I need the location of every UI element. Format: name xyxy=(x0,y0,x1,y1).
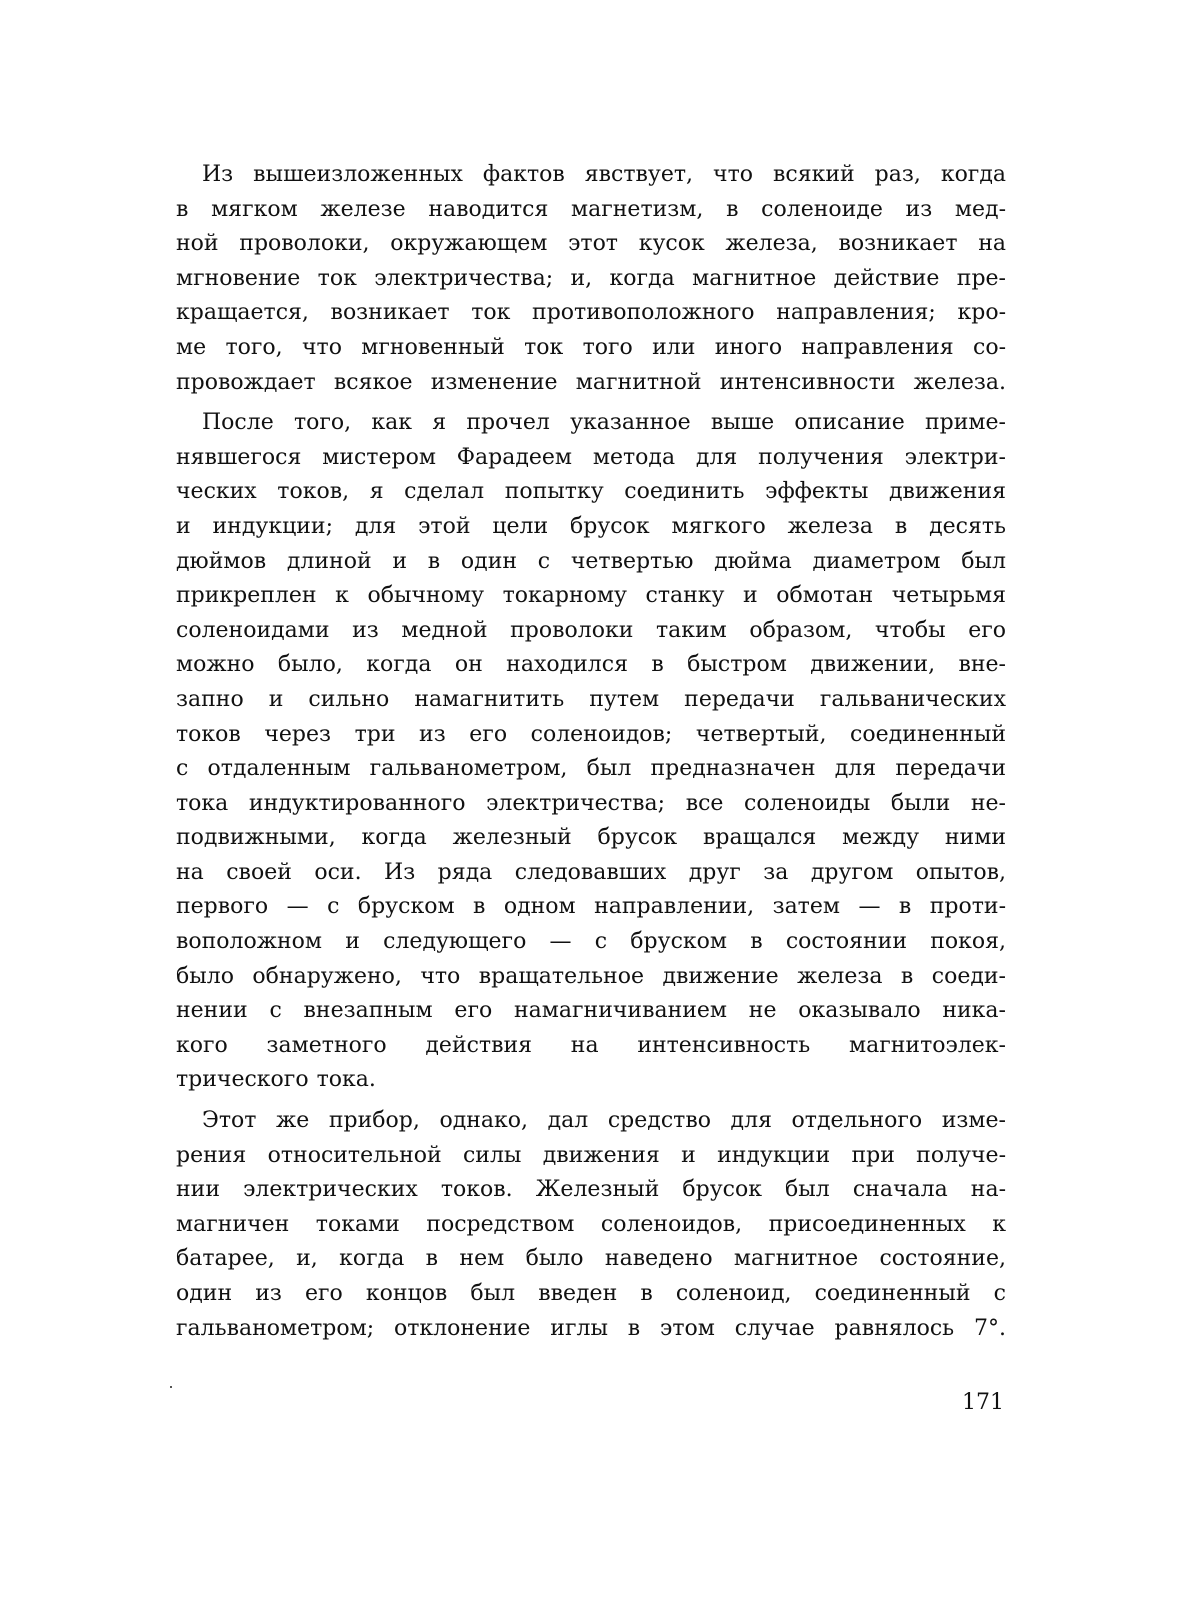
text-line: гальванометром; отклонение иглы в этом случае равнялось 7°. xyxy=(176,1315,1006,1341)
text-line: с отдаленным гальванометром, был предназначен для передачи xyxy=(176,756,1006,782)
text-line: ной проволоки, окружающем этот кусок железа, возникает на xyxy=(176,231,1006,257)
text-line: мгновение ток электричества; и, когда магнитное действие пре- xyxy=(176,265,1006,291)
text-line: нении с внезапным его намагничиванием не оказывало ника- xyxy=(176,998,1006,1024)
text-line: ческих токов, я сделал попытку соединить эффекты движения xyxy=(176,479,1006,505)
text-line: соленоидами из медной проволоки таким образом, чтобы его xyxy=(176,617,1006,643)
text-line: ме того, что мгновенный ток того или иного направления со- xyxy=(176,334,1006,360)
text-line: кого заметного действия на интенсивность магнитоэлек- xyxy=(176,1032,1006,1058)
text-line: можно было, когда он находился в быстром движении, вне- xyxy=(176,652,1006,678)
text-line: нии электрических токов. Железный брусок был сначала на- xyxy=(176,1177,1006,1203)
text-line: дюймов длиной и в один с четвертью дюйма диаметром был xyxy=(176,548,1006,574)
text-line: и индукции; для этой цели брусок мягкого железа в десять xyxy=(176,513,1006,539)
text-line: один из его концов был введен в соленоид, соединенный с xyxy=(176,1281,1006,1306)
text-line: токов через три из его соленоидов; четвертый, соединенный xyxy=(176,721,1006,747)
text-line: После того, как я прочел указанное выше описание приме- xyxy=(202,410,1006,436)
body-text xyxy=(176,158,1006,1352)
text-line: Этот же прибор, однако, дал средство для отдельного изме- xyxy=(202,1108,1006,1134)
text-line: кращается, возникает ток противоположного направления; кро- xyxy=(176,300,1006,326)
paragraph-2 xyxy=(176,406,1006,1098)
text-line: запно и сильно намагнитить путем передачи гальванических xyxy=(176,686,1006,712)
text-line: в мягком железе наводится магнетизм, в соленоиде из мед- xyxy=(176,196,1006,222)
text-line: на своей оси. Из ряда следовавших друг за другом опытов, xyxy=(176,859,1006,885)
text-line: провождает всякое изменение магнитной интенсивности железа. xyxy=(176,369,1006,395)
text-line: было обнаружено, что вращательное движение железа в соеди- xyxy=(176,963,1006,989)
text-line: магничен токами посредством соленоидов, присоединенных к xyxy=(176,1211,1006,1237)
text-line: рения относительной силы движения и индукции при получе- xyxy=(176,1142,1006,1168)
text-line: трического тока. xyxy=(176,1067,376,1093)
text-line: батарее, и, когда в нем было наведено магнитное состояние, xyxy=(176,1246,1006,1272)
text-line: прикреплен к обычному токарному станку и обмотан четырьмя xyxy=(176,583,1006,609)
paragraph-3 xyxy=(176,1104,1006,1346)
text-line: Из вышеизложенных фактов явствует, что всякий раз, когда xyxy=(202,162,1006,187)
text-line: нявшегося мистером Фарадеем метода для получения электри- xyxy=(176,444,1006,470)
scan-speck xyxy=(170,1386,172,1388)
page-number: 171 xyxy=(962,1390,1004,1415)
text-line: подвижными, когда железный брусок вращался между ними xyxy=(176,825,1006,851)
text-line: первого — с бруском в одном направлении, затем — в проти- xyxy=(176,894,1006,920)
text-line: воположном и следующего — с бруском в состоянии покоя, xyxy=(176,929,1006,955)
text-line: тока индуктированного электричества; все соленоиды были не- xyxy=(176,790,1006,816)
paragraph-1 xyxy=(176,158,1006,400)
